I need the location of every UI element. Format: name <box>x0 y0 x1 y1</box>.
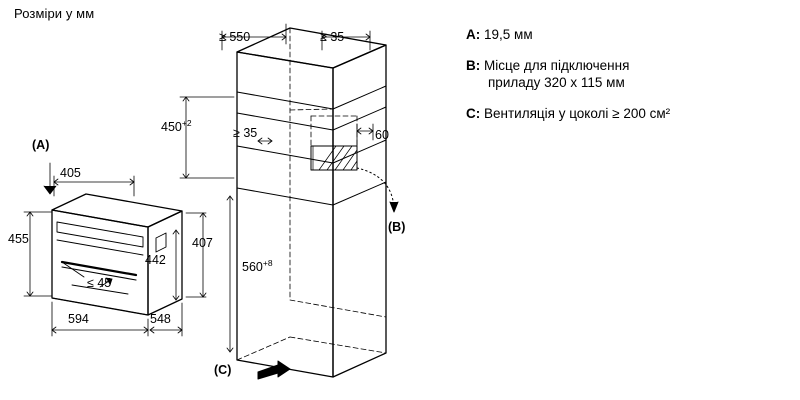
label-base-height-tolerance: +8 <box>262 258 273 268</box>
label-b-marker: (B) <box>388 220 406 234</box>
label-width-top: 405 <box>60 166 81 180</box>
legend-text-b-line2: приладу 320 x 115 мм <box>488 75 625 90</box>
legend-key-a: A: <box>466 27 481 42</box>
legend-text-c: Вентиляція у цоколі ≥ 200 см² <box>484 106 671 121</box>
label-gap-top-right: ≥ 35 <box>320 30 345 44</box>
label-niche-depth: ≥ 550 <box>219 30 251 44</box>
label-gap-inner: ≥ 35 <box>233 126 258 140</box>
legend-text-a: 19,5 мм <box>484 27 533 42</box>
label-base-height: $560^{+8}$ <box>242 258 273 275</box>
label-height-left: 455 <box>8 232 29 246</box>
label-c-marker: (C) <box>214 363 232 377</box>
label-height-right: 407 <box>192 236 213 250</box>
legend-item-c <box>466 105 786 122</box>
label-a-marker: (A) <box>32 138 50 152</box>
legend-item-a <box>466 26 786 43</box>
legend <box>466 26 786 136</box>
legend-key-c: C: <box>466 106 481 121</box>
label-niche-height: $450^{+2}$ <box>161 118 192 135</box>
label-niche-height-tolerance: +2 <box>181 118 192 128</box>
legend-item-b <box>466 57 786 91</box>
label-angle: ≤ 45 <box>87 276 112 290</box>
page-title: Розміри у мм <box>14 6 95 21</box>
label-connection-depth: 60 <box>375 128 389 142</box>
label-width-bottom: 594 <box>68 312 89 326</box>
legend-text-b: Місце для підключення <box>484 58 630 73</box>
label-depth-bottom: 548 <box>150 312 171 326</box>
label-depth-right: 442 <box>145 253 166 267</box>
legend-key-b: B: <box>466 58 481 73</box>
